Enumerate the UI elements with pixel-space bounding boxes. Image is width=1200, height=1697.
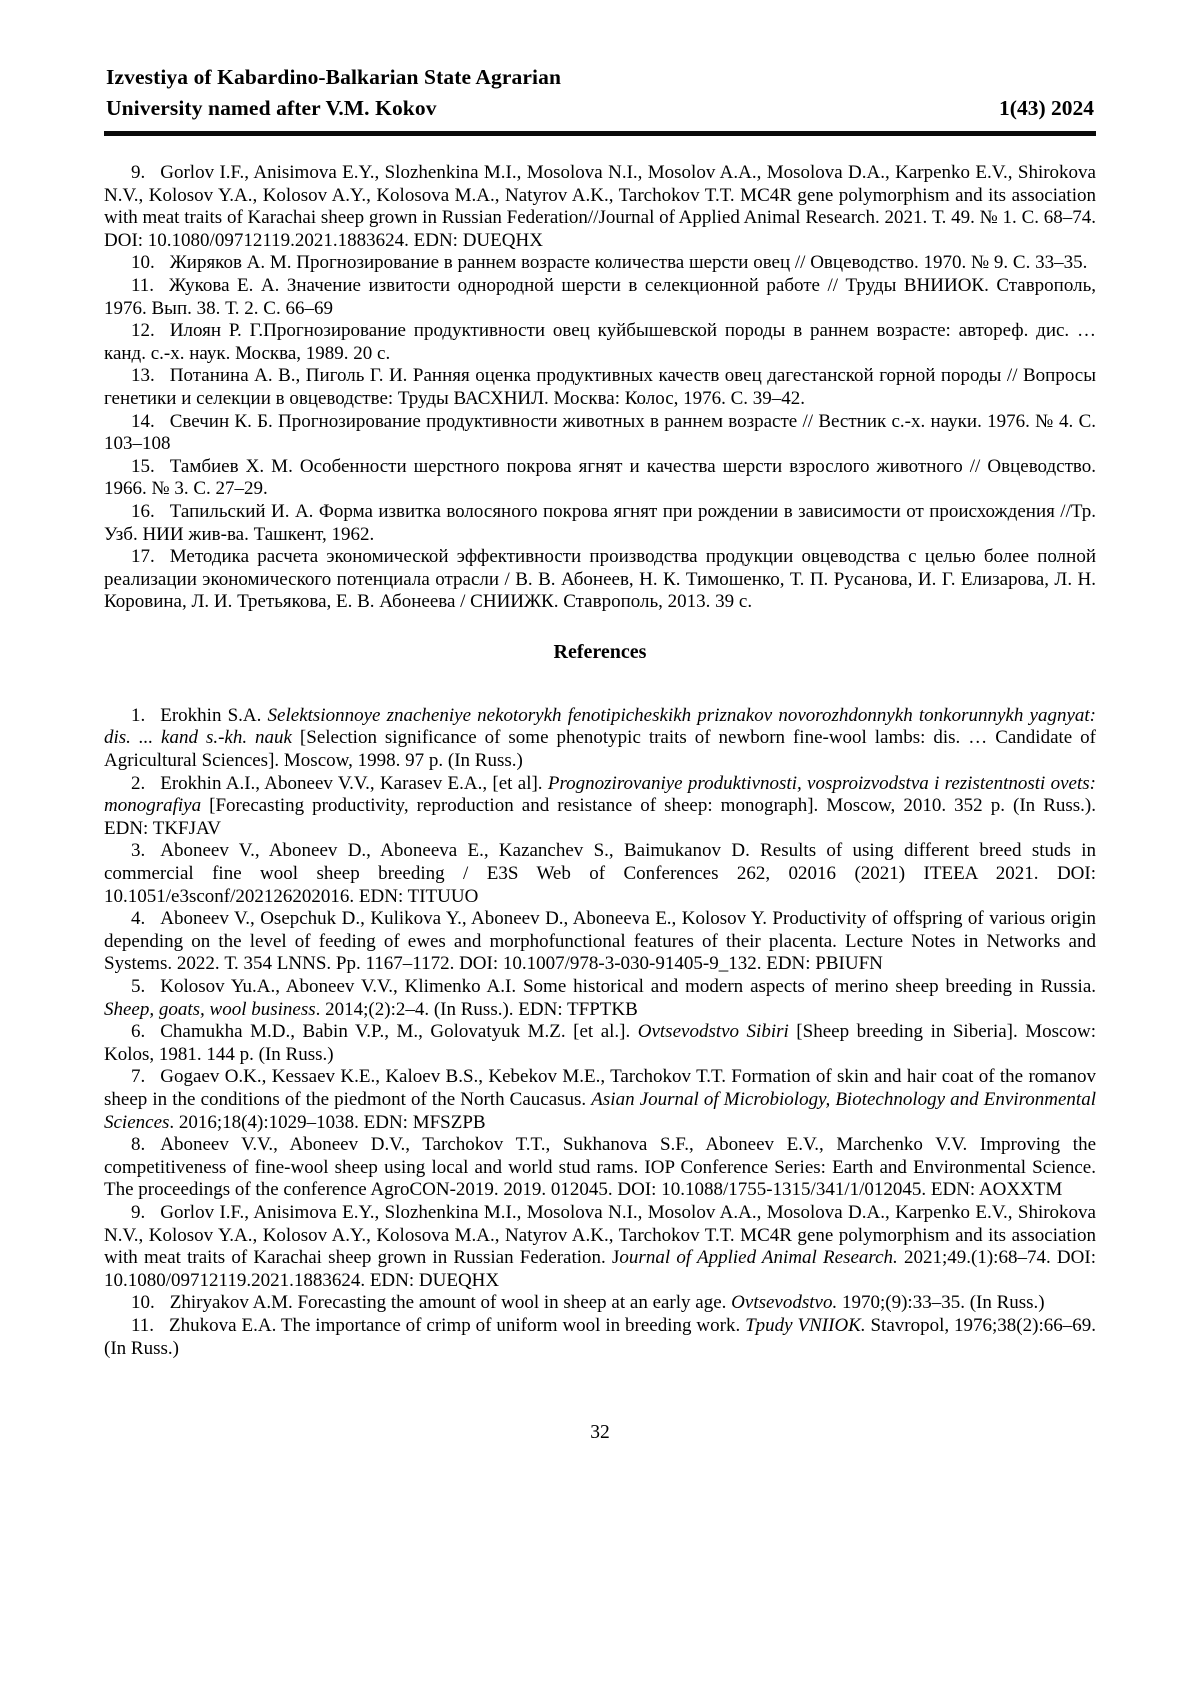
reference-text-italic: Sheep, goats, wool business — [104, 998, 316, 1020]
reference-number: 4. — [131, 908, 146, 930]
reference-text: Методика расчета экономической эффективности производства продукции овцеводства с целью более полной реализации экономического потенциала отрасли / В. В. Абонеев, Н. К. Тимошенко, Т. П. Русанова, И. Г. Елизарова, Л. Н. Коровина, Л. И. Третьякова, Е. В. Абонеева / СНИИЖК. Ставрополь, 2013. 39 с. — [104, 546, 1096, 613]
reference-text: Aboneev V.V., Aboneev D.V., Tarchokov T.T., Sukhanova S.F., Aboneev E.V., Marchenko V.V. Improving the competitiveness of fine-wool sheep using local and world stud rams. IOP Conference Series: Earth and Environmental Science. The proceedings of the conference AgroCON-2019. 2019. 012045. DOI: 10.1088/1755-1315/341/1/012045. EDN: AOXXTM — [104, 1134, 1096, 1201]
reference-text: Тамбиев Х. М. Особенности шерстного покрова ягнят и качества шерсти взрослого животного // Овцеводство. 1966. № 3. С. 27–29. — [104, 455, 1096, 500]
reference-item — [104, 908, 1096, 976]
reference-number: 14. — [131, 410, 155, 432]
reference-text: Илоян Р. Г.Прогнозирование продуктивности овец куйбышевской породы в раннем возрасте: автореф. дис. … канд. с.-х. наук. Москва, 1989. 20 с. — [104, 320, 1096, 364]
issue-number: 1(43) 2024 — [999, 96, 1094, 120]
reference-number: 10. — [131, 1292, 155, 1314]
reference-item — [104, 320, 1096, 365]
reference-text-italic: Asian Journal of Microbiology, Biotechnology and Environmental Sciences — [104, 1088, 1096, 1133]
reference-number: 5. — [131, 976, 146, 997]
reference-text: Zhiryakov A.M. Forecasting the amount of wool in sheep at an early age. — [169, 1292, 732, 1314]
reference-item — [104, 456, 1096, 501]
reference-text: [Forecasting productivity, reproduction and resistance of sheep: monograph]. Moscow, 2010. 352 p. (In Russ.). EDN: TKFJAV — [104, 795, 1096, 839]
reference-number: 9. — [131, 162, 146, 183]
reference-text: Gogaev O.K., Kessaev K.E., Kaloev B.S., Kebekov M.E., Tarchokov T.T. Formation of skin and hair coat of the romanov sheep in the conditions of the piedmont of the North Caucasus. — [104, 1066, 1096, 1110]
reference-number: 10. — [131, 252, 155, 274]
reference-number: 2. — [131, 772, 146, 794]
reference-text-italic: Ovtsevodstvo Sibiri — [637, 1021, 789, 1043]
reference-item — [104, 1066, 1096, 1134]
reference-item — [104, 546, 1096, 614]
reference-number: 11. — [131, 274, 155, 296]
running-head — [104, 62, 1096, 124]
reference-text: Aboneev V., Aboneev D., Aboneeva E., Kazanchev S., Baimukanov D. Results of using different breed studs in commercial fine wool sheep breeding / E3S Web of Conferences 262, 02016 (2021) ITEEA 2021. DOI: 10.1051/e3sconf/202126202016. EDN: TITUUO — [104, 840, 1096, 907]
reference-item — [104, 1202, 1096, 1292]
russian-references-list — [104, 162, 1096, 614]
reference-number: 9. — [131, 1201, 146, 1223]
reference-number: 1. — [131, 704, 146, 726]
reference-text: Gorlov I.F., Anisimova E.Y., Slozhenkina M.I., Mosolova N.I., Mosolov A.A., Mosolova D.A., Karpenko E.V., Shirokova N.V., Kolosov Y.A., Kolosov A.Y., Kolosova M.A., Natyrov A.K., Tarchokov T.T. MC4R gene polymorphism and its association with meat traits of Karachai sheep grown in Russian Federation//Journal of Applied Animal Research. 2021. Т. 49. № 1. С. 68–74. DOI: 10.1080/09712119.2021.1883624. EDN: DUEQHX — [104, 162, 1096, 251]
reference-text: Zhukova E.A. The importance of crimp of uniform wool in breeding work. — [169, 1314, 746, 1336]
reference-number: 12. — [131, 320, 155, 342]
reference-number: 6. — [131, 1021, 146, 1043]
reference-item — [104, 705, 1096, 773]
reference-item — [104, 411, 1096, 456]
reference-item — [104, 840, 1096, 908]
reference-item — [104, 365, 1096, 410]
reference-item — [104, 1292, 1096, 1315]
reference-number: 17. — [131, 546, 155, 568]
reference-text: Жукова Е. А. Значение извитости однородной шерсти в селекционной работе // Труды ВНИИОК. Ставрополь, 1976. Вып. 38. Т. 2. С. 66–69 — [104, 274, 1096, 319]
reference-text: . 2016;18(4):1029–1038. EDN: MFSZPB — [169, 1111, 486, 1133]
reference-number: 13. — [131, 365, 155, 387]
reference-text-italic: Prognozirovaniye produktivnosti, vosproizvodstva i rezistentnosti ovets: monografiya — [104, 772, 1096, 817]
header-rule — [104, 131, 1096, 136]
reference-item — [104, 773, 1096, 841]
reference-item — [104, 252, 1096, 275]
reference-text: Потанина А. В., Пиголь Г. И. Ранняя оценка продуктивных качеств овец дагестанской горной породы // Вопросы генетики и селекции в овцеводстве: Труды ВАСХНИЛ. Москва: Колос, 1976. С. 39–42. — [104, 365, 1096, 409]
reference-number: 7. — [131, 1066, 146, 1088]
reference-number: 11. — [131, 1314, 155, 1336]
reference-text: 1970;(9):33–35. (In Russ.) — [837, 1292, 1045, 1314]
reference-text: Свечин К. Б. Прогнозирование продуктивности животных в раннем возрасте // Вестник с.-х. науки. 1976. № 4. С. 103–108 — [104, 410, 1096, 455]
page-number: 32 — [590, 1422, 610, 1444]
reference-text-italic: Tpudy VNIIOK. — [745, 1314, 866, 1336]
reference-number: 3. — [131, 840, 146, 862]
reference-text: Aboneev V., Osepchuk D., Kulikova Y., Aboneev D., Aboneeva E., Kolosov Y. Productivity of offspring of various origin depending on the level of feeding of ewes and morphofunctional features of their placenta. Lecture Notes in Networks and Systems. 2022. Т. 354 LNNS. Pp. 1167–1172. DOI: 10.1007/978-3-030-91405-9_132. EDN: PBIUFN — [104, 908, 1096, 975]
reference-number: 8. — [131, 1134, 146, 1156]
reference-text: Erokhin S.A. — [160, 704, 268, 726]
reference-item — [104, 501, 1096, 546]
reference-text: Erokhin A.I., Aboneev V.V., Karasev E.A., [et al]. — [160, 772, 548, 794]
journal-title-line1: Izvestiya of Kabardino-Balkarian State Agrarian — [106, 65, 562, 89]
reference-number: 15. — [131, 455, 155, 477]
reference-text: [Sheep breeding in Siberia]. Moscow: Kolos, 1981. 144 p. (In Russ.) — [104, 1021, 1096, 1065]
reference-item — [104, 1021, 1096, 1066]
journal-title — [106, 62, 561, 124]
reference-item — [104, 1134, 1096, 1202]
references-heading: References — [553, 640, 647, 663]
reference-text: 2021;49.(1):68–74. DOI: 10.1080/09712119.2021.1883624. EDN: DUEQHX — [104, 1247, 1096, 1291]
reference-text: Kolosov Yu.A., Aboneev V.V., Klimenko A.I. Some historical and modern aspects of merino sheep breeding in Russia. — [160, 976, 1096, 997]
reference-text: Тапильский И. А. Форма извитка волосяного покрова ягнят при рождении в зависимости от происхождения //Тр. Узб. НИИ жив-ва. Ташкент, 1962. — [104, 500, 1096, 545]
reference-text-italic: ournal of Applied Animal Research. — [619, 1247, 898, 1269]
reference-text: Stavropol, 1976;38(2):66–69. (In Russ.) — [104, 1314, 1096, 1359]
journal-title-line2: University named after V.M. Kokov — [106, 96, 437, 120]
english-references-list — [104, 705, 1096, 1360]
reference-text-italic: Selektsionnoye znacheniye nekotorykh fenotipicheskikh priznakov novorozhdonnykh tonkorunnykh yagnyat: dis. ... kand s.-kh. nauk — [104, 704, 1096, 749]
reference-item — [104, 976, 1096, 1021]
reference-text-italic: Ovtsevodstvo. — [731, 1292, 838, 1314]
reference-item — [104, 1315, 1096, 1360]
reference-text: . 2014;(2):2–4. (In Russ.). EDN: TFPTKB — [315, 998, 638, 1020]
reference-text: [Selection significance of some phenotypic traits of newborn fine-wool lambs: dis. … Candidate of Agricultural Sciences]. Moscow, 1998. 97 p. (In Russ.) — [104, 727, 1096, 772]
reference-text: Chamukha M.D., Babin V.P., M., Golovatyuk M.Z. [et al.]. — [160, 1021, 638, 1043]
reference-text: Жиряков А. М. Прогнозирование в раннем возрасте количества шерсти овец // Овцеводство. 1970. № 9. С. 33–35. — [169, 252, 1088, 274]
reference-item — [104, 162, 1096, 252]
reference-text: Gorlov I.F., Anisimova E.Y., Slozhenkina M.I., Mosolova N.I., Mosolov A.A., Mosolova D.A., Karpenko E.V., Shirokova N.V., Kolosov Y.A., Kolosov A.Y., Kolosova M.A., Natyrov A.K., Tarchokov T.T. MC4R gene polymorphism and its association with meat traits of Karachai sheep grown in Russian Federation. J — [104, 1201, 1096, 1269]
reference-item — [104, 275, 1096, 320]
reference-number: 16. — [131, 500, 155, 522]
